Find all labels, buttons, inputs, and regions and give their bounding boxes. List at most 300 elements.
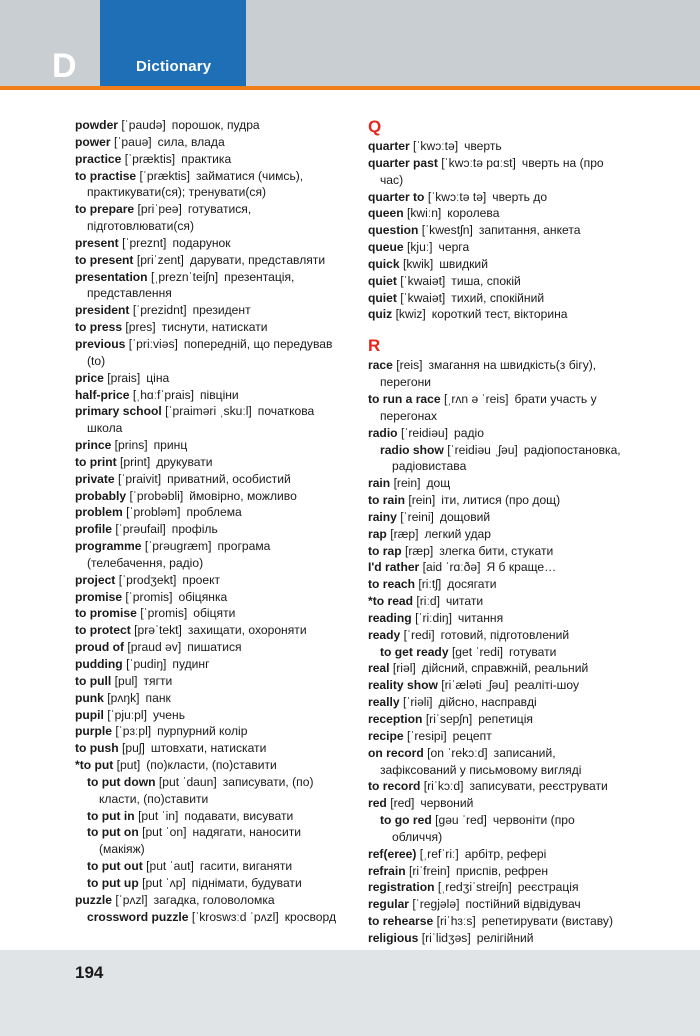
entry-transcription: [riˈhɜːs] [436, 914, 476, 929]
dictionary-entry [75, 488, 360, 505]
entry-transcription: [ˈprəugræm] [144, 539, 212, 554]
entry-translation-continued: практикувати(ся); тренувати(ся) [87, 185, 267, 200]
entry-headword: to go red [380, 813, 432, 828]
entry-translation: тиснути, натискати [161, 320, 268, 335]
entry-headword: practice [75, 151, 122, 166]
dictionary-entry [368, 879, 668, 896]
entry-transcription: [riˈæləti ˌʃəu] [441, 678, 509, 693]
entry-headword: to rain [368, 493, 405, 508]
entry-translation: захищати, охороняти [187, 623, 307, 638]
entry-headword: quiz [368, 307, 393, 322]
entry-headword: programme [75, 539, 142, 554]
entry-translation: профіль [171, 522, 218, 537]
entry-headword: race [368, 358, 393, 373]
entry-translation: приспів, рефрен [456, 863, 549, 878]
entry-headword: quarter past [368, 155, 438, 170]
entry-translation: червоніти (про [492, 813, 575, 828]
dictionary-entry [368, 391, 668, 425]
section-letter-r: R [368, 336, 381, 356]
dictionary-entry [75, 235, 360, 252]
entry-headword: to present [75, 252, 134, 267]
entry-transcription: [prais] [107, 370, 141, 385]
entry-translation: червоний [420, 796, 474, 811]
dictionary-entry [368, 778, 668, 795]
dictionary-entry [368, 795, 668, 812]
entry-translation: злегка бити, стукати [439, 543, 554, 558]
entry-headword: profile [75, 522, 112, 537]
entry-headword: red [368, 796, 387, 811]
entry-translation: обіцяти [193, 606, 236, 621]
entry-headword: rain [368, 476, 391, 491]
entry-translation: записувати, (по) [222, 774, 314, 789]
entry-headword: to practise [75, 168, 137, 183]
dictionary-entry [368, 711, 668, 728]
entry-transcription: [reis] [396, 358, 423, 373]
dictionary-entry [75, 774, 360, 808]
entry-translation: Я б краще… [486, 560, 557, 575]
entry-translation-continued: класти, (по)ставити [99, 791, 209, 806]
entry-transcription: [put ˈin] [138, 808, 179, 823]
section-title: Dictionary [136, 58, 212, 75]
entry-translation: реаліті-шоу [514, 678, 579, 693]
dictionary-entry [368, 306, 668, 323]
dictionary-entry [75, 134, 360, 151]
dictionary-entry [368, 660, 668, 677]
entry-translation: ймовірно, можливо [189, 488, 297, 503]
entry-translation: запитання, анкета [478, 223, 581, 238]
entry-translation: радіо [454, 425, 484, 440]
entry-headword: radio show [380, 442, 444, 457]
dictionary-entry [75, 403, 360, 437]
entry-translation: досягати [447, 577, 497, 592]
entry-transcription: [ˈpromis] [140, 606, 188, 621]
entry-transcription: [ˈresipi] [407, 728, 447, 743]
entry-transcription: [priˈpeə] [137, 202, 182, 217]
dictionary-entry [368, 610, 668, 627]
entry-translation: читання [458, 610, 504, 625]
entry-translation: брати участь у [514, 391, 597, 406]
entry-translation: читати [445, 594, 484, 609]
entry-transcription: [riːd] [416, 594, 440, 609]
entry-transcription: [put ˈdaun] [158, 774, 217, 789]
entry-translation: легкий удар [424, 526, 491, 541]
entry-translation: пудинг [172, 657, 210, 671]
entry-translation: готовий, підготовлений [440, 627, 570, 642]
entry-translation: сила, влада [157, 134, 225, 149]
entry-headword: *to put [75, 758, 114, 773]
entry-translation: попередній, що передував [183, 336, 333, 351]
entry-transcription: [riəl] [392, 661, 416, 676]
entry-headword: to push [75, 741, 119, 756]
entry-transcription: [pul] [114, 673, 138, 688]
entry-transcription: [ˈregjələ] [412, 897, 460, 912]
entry-headword: to put up [87, 875, 139, 890]
entry-translation: (по)класти, (по)ставити [146, 758, 277, 773]
entry-translation: змагання на швидкість(з бігу), [428, 358, 597, 373]
entry-headword: quiet [368, 273, 397, 288]
entry-headword: reality show [368, 678, 438, 693]
entry-headword: recipe [368, 728, 404, 743]
entry-transcription: [ˈprəufail] [115, 522, 166, 537]
entry-translation: проблема [186, 505, 242, 520]
entry-transcription: [ˈreidiəu ˌʃəu] [447, 442, 518, 457]
entry-translation: записаний, [493, 745, 556, 760]
r-entries [368, 357, 668, 947]
entry-translation: надягати, наносити [192, 825, 302, 840]
dictionary-entry [368, 576, 668, 593]
dictionary-entry [368, 896, 668, 913]
entry-transcription: [ˈpriːviəs] [128, 336, 178, 351]
dictionary-entry [368, 492, 668, 509]
entry-translation: репетиція [478, 712, 533, 726]
entry-transcription: [ˈpʌzl] [115, 892, 148, 907]
entry-headword: question [368, 223, 419, 238]
entry-translation: дарувати, представляти [189, 252, 326, 267]
entry-headword: to record [368, 779, 421, 794]
entry-transcription: [ræp] [390, 526, 419, 541]
entry-headword: queue [368, 240, 404, 255]
entry-transcription: [riˈfrein] [409, 863, 451, 878]
entry-translation: тихий, спокійний [451, 290, 545, 305]
entry-translation: кросворд [284, 909, 337, 924]
dictionary-entry [75, 151, 360, 168]
entry-translation: релігійний [476, 930, 534, 945]
entry-headword: purple [75, 724, 112, 739]
dictionary-entry [368, 442, 668, 476]
entry-headword: pudding [75, 657, 123, 671]
dictionary-entry [75, 740, 360, 757]
dictionary-entry [368, 273, 668, 290]
entry-headword: to print [75, 454, 117, 469]
entry-translation: черга [438, 240, 470, 255]
section-tab [100, 0, 246, 86]
dictionary-entry [75, 757, 360, 774]
entry-headword: rap [368, 526, 387, 541]
entry-transcription: [pres] [125, 320, 156, 335]
entry-transcription: [get ˈredi] [451, 644, 504, 659]
entry-translation: подарунок [172, 235, 231, 250]
dictionary-entry [368, 189, 668, 206]
dictionary-entry [368, 863, 668, 880]
dictionary-entry [75, 521, 360, 538]
entry-headword: regular [368, 897, 409, 912]
entry-headword: ready [368, 627, 401, 642]
entry-transcription: [ˈkwaiət] [400, 273, 446, 288]
dictionary-entry [75, 656, 360, 673]
dictionary-entry [75, 707, 360, 724]
entry-transcription: [gəu ˈred] [435, 813, 487, 828]
entry-headword: proud of [75, 640, 125, 655]
right-column [368, 117, 668, 947]
entry-headword: puzzle [75, 892, 112, 907]
dictionary-entry [75, 572, 360, 589]
entry-headword: queen [368, 206, 404, 221]
entry-transcription: [kwiːn] [407, 206, 442, 221]
dictionary-entry [368, 846, 668, 863]
entry-transcription: [ˈriəli] [402, 695, 433, 710]
dictionary-entry [75, 302, 360, 319]
entry-transcription: [rein] [393, 476, 421, 491]
entry-headword: *to read [368, 594, 414, 609]
entry-transcription: [ˈprobləm] [126, 505, 181, 520]
dictionary-entry [368, 694, 668, 711]
entry-transcription: [put ˈʌp] [142, 875, 186, 890]
entry-headword: quarter [368, 139, 410, 153]
entry-translation: піднімати, будувати [191, 875, 302, 890]
section-gap [368, 323, 668, 336]
entry-transcription: [riːtʃ] [418, 577, 442, 592]
entry-headword: to promise [75, 606, 137, 621]
entry-translation: рецепт [452, 728, 492, 743]
left-column [75, 117, 360, 926]
entry-translation: президент [192, 303, 251, 318]
entry-transcription: [riˈsepʃn] [425, 712, 473, 726]
entry-transcription: [ˈprezidnt] [132, 303, 187, 318]
entry-translation: штовхати, натискати [150, 741, 267, 756]
entry-translation-continued: перегонах [380, 408, 438, 423]
dictionary-entry [75, 690, 360, 707]
dictionary-entry [368, 644, 668, 661]
entry-headword: rainy [368, 509, 397, 524]
dictionary-entry [368, 677, 668, 694]
entry-transcription: [puʃ] [122, 741, 145, 756]
entry-transcription: [ˈpreznt] [122, 235, 167, 250]
dictionary-entry [75, 437, 360, 454]
entry-transcription: [prins] [114, 438, 148, 453]
entry-headword: registration [368, 880, 435, 895]
dictionary-entry [368, 627, 668, 644]
entry-headword: private [75, 471, 115, 486]
entry-translation: постійний відвідувач [465, 897, 581, 912]
entry-transcription: [prəˈtekt] [134, 623, 182, 638]
entry-headword: to rehearse [368, 914, 434, 929]
entry-transcription: [ˈkwɔːtə] [413, 139, 459, 153]
entry-transcription: [kwiz] [395, 307, 426, 322]
entry-headword: radio [368, 425, 398, 440]
entry-transcription: [rein] [408, 493, 436, 508]
entry-headword: to get ready [380, 644, 449, 659]
entry-translation-continued: час) [380, 172, 404, 187]
entry-translation: практика [181, 151, 232, 166]
entry-translation: пурпурний колір [157, 724, 248, 739]
entry-headword: on record [368, 745, 424, 760]
dictionary-entry [368, 593, 668, 610]
entry-transcription: [ˈriːdiŋ] [415, 610, 453, 625]
entry-headword: quiet [368, 290, 397, 305]
dictionary-entry [368, 155, 668, 189]
entry-transcription: [ˈkwɔːtə tə] [427, 189, 487, 204]
entry-headword: half-price [75, 387, 130, 402]
entry-transcription: [ˈpudiŋ] [126, 657, 167, 671]
entry-headword: present [75, 235, 119, 250]
entry-translation: дійсно, насправді [438, 695, 537, 710]
entry-headword: prince [75, 438, 112, 453]
entry-headword: to protect [75, 623, 131, 638]
dictionary-entry [75, 723, 360, 740]
dictionary-entry [75, 858, 360, 875]
entry-transcription: [ˈpromis] [125, 589, 173, 604]
dictionary-entry [75, 909, 360, 926]
entry-translation: королева [447, 206, 500, 221]
entry-transcription: [ˈkwaiət] [400, 290, 446, 305]
dictionary-entry [368, 559, 668, 576]
dictionary-entry [75, 252, 360, 269]
entry-translation: гасити, виганяти [199, 859, 293, 874]
entry-headword: to put on [87, 825, 139, 840]
dictionary-entry [75, 892, 360, 909]
dictionary-entry [368, 222, 668, 239]
entry-translation-continued: перегони [380, 375, 432, 390]
dictionary-entry [75, 269, 360, 303]
entry-translation: ціна [146, 370, 170, 385]
entry-transcription: [ˈredi] [403, 627, 435, 642]
entry-headword: pupil [75, 707, 104, 722]
dictionary-entry [368, 290, 668, 307]
entry-translation: загадка, головоломка [153, 892, 275, 907]
dictionary-entry [368, 475, 668, 492]
entry-transcription: [priˈzent] [136, 252, 184, 267]
entry-translation: початкова [257, 404, 315, 419]
entry-translation: учень [152, 707, 185, 722]
entry-headword: I'd rather [368, 560, 420, 575]
entry-headword: real [368, 661, 390, 676]
dictionary-entry [75, 370, 360, 387]
entry-transcription: [ˈpraivit] [118, 471, 162, 486]
entry-headword: probably [75, 488, 127, 503]
entry-headword: crossword puzzle [87, 909, 189, 924]
section-letter-q: Q [368, 117, 382, 136]
entry-headword: to put in [87, 808, 135, 823]
dictionary-entry [75, 605, 360, 622]
entry-headword: punk [75, 690, 104, 705]
entry-translation: тягти [143, 673, 173, 688]
entry-transcription: [red] [390, 796, 415, 811]
entry-transcription: [ˈpjuːpl] [107, 707, 147, 722]
dictionary-entry [75, 319, 360, 336]
entry-translation: подавати, висувати [184, 808, 294, 823]
entry-transcription: [put] [116, 758, 141, 773]
entry-translation: готуватися, [187, 202, 252, 217]
entry-transcription: [ræp] [404, 543, 434, 558]
dictionary-entry [75, 336, 360, 370]
entry-translation-continued: (телебачення, радіо) [87, 555, 204, 570]
entry-transcription: [ˈpræktis] [124, 151, 176, 166]
entry-transcription: [ˌredʒiˈstreiʃn] [437, 880, 512, 895]
dictionary-entry [368, 526, 668, 543]
entry-headword: to run a race [368, 391, 441, 406]
entry-translation: тиша, спокій [451, 273, 521, 288]
entry-transcription: [praud əv] [127, 640, 182, 655]
entry-headword: to press [75, 320, 123, 335]
entry-translation: короткий тест, вікторина [431, 307, 568, 322]
entry-headword: powder [75, 118, 119, 132]
entry-headword: power [75, 134, 111, 149]
dictionary-entry [75, 622, 360, 639]
dictionary-entry [368, 913, 668, 930]
entry-headword: project [75, 572, 116, 587]
entry-headword: reception [368, 712, 423, 726]
entry-translation: займатися (чимсь), [195, 168, 304, 183]
entry-headword: previous [75, 336, 126, 351]
entry-transcription: [kwik] [402, 256, 434, 271]
entry-transcription: [ˈpɜːpl] [115, 724, 152, 739]
entry-translation: чверть на (про [521, 155, 604, 170]
dictionary-entry [75, 875, 360, 892]
entry-translation: дійсний, справжній, реальний [421, 661, 589, 676]
entry-transcription: [ˈpraiməri ˌskuːl] [165, 404, 252, 419]
dictionary-entry [75, 824, 360, 858]
entry-headword: to pull [75, 673, 112, 688]
entry-translation-continued: підготовлювати(ся) [87, 219, 194, 234]
entry-headword: quarter to [368, 189, 425, 204]
entry-translation: півціни [199, 387, 239, 402]
entry-headword: to rap [368, 543, 402, 558]
entry-headword: religious [368, 930, 419, 945]
entry-translation: швидкий [439, 256, 488, 271]
entry-transcription: [print] [120, 454, 151, 469]
entry-transcription: [ˌhɑːfˈprais] [132, 387, 194, 402]
entry-translation: реєстрація [517, 880, 579, 895]
entry-headword: to reach [368, 577, 416, 592]
entry-transcription: [ˌrʌn ə ˈreis] [443, 391, 509, 406]
entry-transcription: [kjuː] [407, 240, 433, 255]
q-entries [368, 138, 668, 323]
entry-translation: іти, литися (про дощ) [441, 493, 561, 508]
entry-translation-continued: обличчя) [392, 829, 443, 844]
dictionary-entry [75, 504, 360, 521]
chapter-letter: D [52, 47, 77, 85]
entry-translation: чверть до [492, 189, 548, 204]
entry-headword: to put down [87, 774, 156, 789]
dictionary-entry [368, 357, 668, 391]
dictionary-entry [368, 930, 668, 947]
entry-headword: promise [75, 589, 123, 604]
entry-translation: принц [153, 438, 188, 453]
entry-translation: репетирувати (виставу) [481, 914, 614, 929]
entry-translation: порошок, пудра [171, 118, 260, 132]
entry-translation: арбітр, рефері [464, 846, 547, 861]
dictionary-entry [368, 728, 668, 745]
entry-translation-continued: (to) [87, 353, 106, 368]
dictionary-entry [368, 256, 668, 273]
entry-translation: панк [145, 690, 171, 705]
dictionary-entry [368, 745, 668, 779]
entry-transcription: [ˈreidiəu] [400, 425, 449, 440]
page-number: 194 [75, 963, 104, 982]
entry-translation-continued: зафіксований у письмовому вигляді [380, 762, 582, 777]
entry-translation-continued: представлення [87, 286, 172, 301]
entry-headword: to prepare [75, 202, 135, 217]
dictionary-entry [368, 509, 668, 526]
entry-translation: друкувати [156, 454, 213, 469]
footer-band [0, 950, 700, 1036]
entry-transcription: [ˌrefˈriː] [419, 846, 459, 861]
dictionary-entry [75, 589, 360, 606]
entry-headword: refrain [368, 863, 406, 878]
entry-transcription: [ˈprobəbli] [129, 488, 184, 503]
dictionary-entry [75, 454, 360, 471]
entry-transcription: [riˈkɔːd] [423, 779, 464, 794]
dictionary-entry [368, 425, 668, 442]
entry-transcription: [ˈpauə] [114, 134, 152, 149]
entry-translation: обіцянка [178, 589, 228, 604]
dictionary-entry [368, 812, 668, 846]
dictionary-entry [368, 543, 668, 560]
entry-transcription: [on ˈrekɔːd] [427, 745, 488, 760]
dictionary-entry [75, 471, 360, 488]
entry-headword: to put out [87, 859, 143, 874]
dictionary-entry [75, 387, 360, 404]
